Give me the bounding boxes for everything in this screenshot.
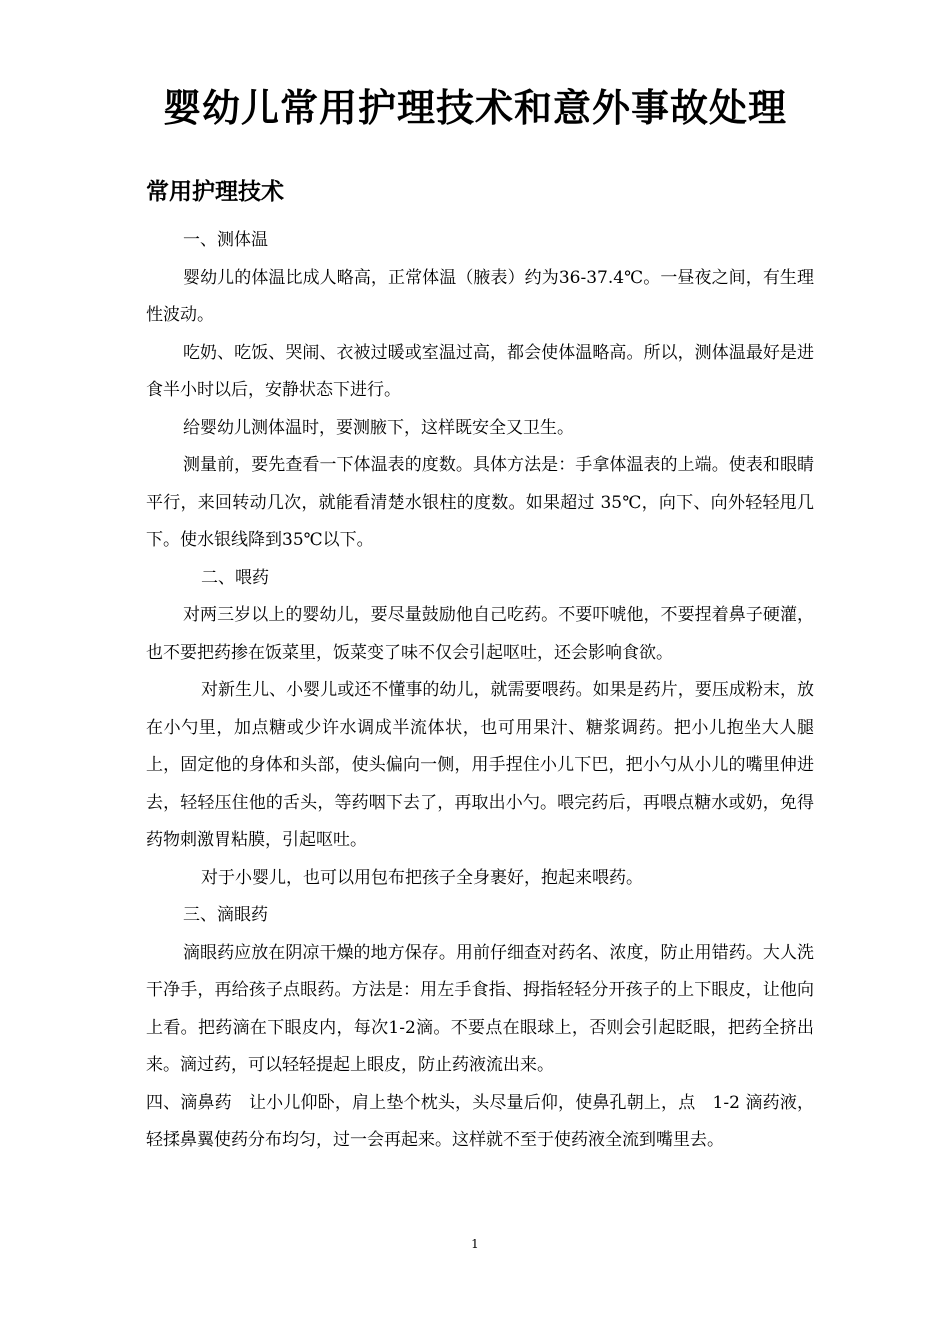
paragraph: 对于小婴儿，也可以用包布把孩子全身裹好，抱起来喂药。 (201, 867, 643, 888)
paragraph: 给婴幼儿测体温时，要测腋下，这样既安全又卫生。 (183, 417, 574, 438)
document-body (146, 222, 814, 1160)
paragraph: 滴眼药应放在阴凉干燥的地方保存。用前仔细查对药名、浓度，防止用错药。大人洗干净手，再给孩子点眼药。方法是：用左手食指、拇指轻轻分开孩子的上下眼皮，让他向上看。把药滴在下眼皮内，每次1-2滴。不要点在眼球上，否则会引起眨眼，把药全挤出来。滴过药，可以轻轻提起上眼皮，防止药液流出来。 (146, 942, 814, 1075)
paragraph-nose-drops: 四、滴鼻药 让小儿仰卧，肩上垫个枕头，头尽量后仰，使鼻孔朝上，点 1-2 滴药液，轻揉鼻翼使药分布均匀，过一会再起来。这样就不至于使药液全流到嘴里去。 (146, 1092, 814, 1150)
paragraph: 婴幼儿的体温比成人略高，正常体温（腋表）约为36-37.4℃。一昼夜之间，有生理性波动。 (146, 267, 814, 325)
page-number: 1 (471, 1237, 479, 1251)
paragraph: 对新生儿、小婴儿或还不懂事的幼儿，就需要喂药。如果是药片，要压成粉末，放在小勺里，加点糖或少许水调成半流体状，也可用果汁、糖浆调药。把小儿抱坐大人腿上，固定他的身体和头部，使头偏向一侧，用手捏住小儿下巴，把小勺从小儿的嘴里伸进去，轻轻压住他的舌头，等药咽下去了，再取出小勺。喂完药后，再喂点糖水或奶，免得药物刺激胃粘膜，引起呕吐。 (146, 680, 814, 850)
paragraph: 对两三岁以上的婴幼儿，要尽量鼓励他自己吃药。不要吓唬他，不要捏着鼻子硬灌，也不要把药掺在饭菜里，饭菜变了味不仅会引起呕吐，还会影响食欲。 (146, 605, 814, 663)
paragraph: 测量前，要先查看一下体温表的度数。具体方法是：手拿体温表的上端。使表和眼睛平行，来回转动几次，就能看清楚水银柱的度数。如果超过 35℃，向下、向外轻轻甩几下。使水银线降到35℃以下。 (146, 455, 814, 550)
subheading-eye-drops: 三、滴眼药 (183, 905, 268, 925)
section-heading: 常用护理技术 (146, 179, 284, 205)
subheading-feeding-medicine: 二、喂药 (201, 567, 269, 588)
subheading-measure-temperature: 一、测体温 (183, 230, 268, 250)
document-title: 婴幼儿常用护理技术和意外事故处理 (162, 86, 787, 130)
paragraph: 吃奶、吃饭、哭闹、衣被过暖或室温过高，都会使体温略高。所以，测体温最好是进食半小时以后，安静状态下进行。 (146, 342, 814, 400)
